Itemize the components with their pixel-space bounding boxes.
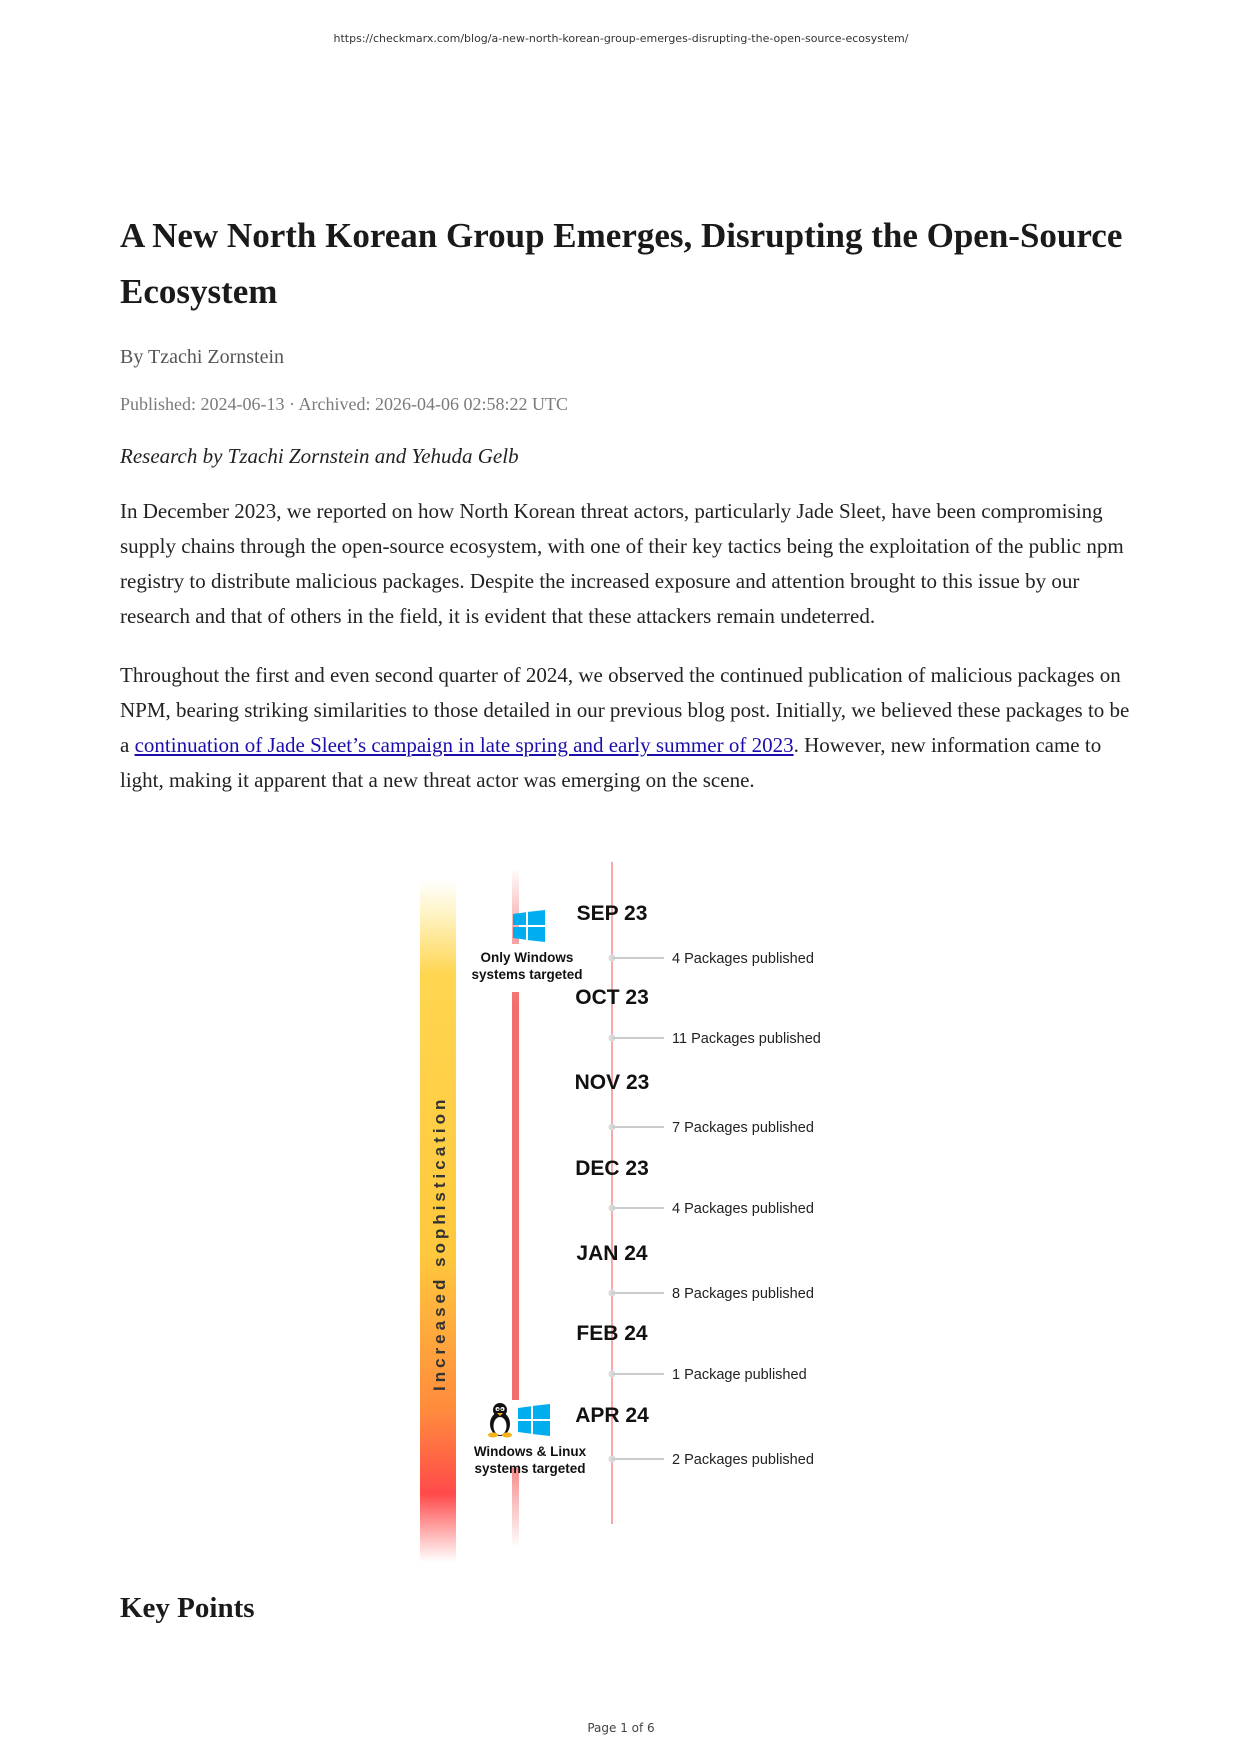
note-windows-only: systems targeted: [471, 967, 583, 982]
article: [120, 208, 1130, 798]
timeline-month-label: SEP 23: [576, 902, 648, 925]
timeline-packages-label: 7 Packages published: [672, 1120, 814, 1136]
paragraph-intro: In December 2023, we reported on how North Korean threat actors, particularly Jade Sleet, have been compromising supply chains through the open-source ecosystem, with one of their key tactics being the exploitation of the public npm registry to distribute malicious packages. Despite the increased exposure and attention brought to this issue by our research and that of others in the field, it is evident that these attackers remain undeterred.: [120, 499, 1124, 628]
jade-sleet-campaign-link[interactable]: continuation of Jade Sleet’s campaign in late spring and early summer of 2023: [134, 733, 794, 757]
paragraph-text: Throughout the first and even second quarter of 2024, we observed the continued publication of malicious packages on NPM, bearing striking similarities to those detailed in our previous blog post. Initially, we believed these packages to be a: [120, 663, 1130, 757]
timeline-svg: [420, 862, 840, 1562]
timeline-month-label: APR 24: [575, 1404, 649, 1427]
article-title: A New North Korean Group Emerges, Disrupting the Open-Source Ecosystem: [120, 216, 1123, 311]
timeline-month-label: DEC 23: [575, 1157, 649, 1180]
timeline-packages-label: 8 Packages published: [672, 1286, 814, 1302]
timeline-figure: [420, 862, 840, 1562]
windows-icon: [518, 1404, 550, 1436]
note-windows-linux: Windows & Linux: [473, 1444, 587, 1459]
page-url-header: https://checkmarx.com/blog/a-new-north-korean-group-emerges-disrupting-the-open-source-ecosystem/: [333, 32, 909, 45]
article-dates: Published: 2024-06-13 · Archived: 2026-04-06 02:58:22 UTC: [120, 394, 568, 414]
paragraph-text: . However, new information came to light, making it apparent that a new threat actor was emerging on the scene.: [120, 733, 1102, 792]
timeline-month-label: JAN 24: [576, 1242, 648, 1265]
timeline-month-label: NOV 23: [574, 1071, 650, 1094]
linux-tux-icon: [488, 1403, 512, 1438]
timeline-packages-label: 4 Packages published: [672, 1201, 814, 1217]
research-credit: Research by Tzachi Zornstein and Yehuda Gelb: [120, 444, 519, 468]
note-windows-only: Only Windows: [480, 950, 574, 965]
paragraph-observation: [120, 658, 1130, 798]
timeline-packages-label: 1 Package published: [672, 1367, 807, 1383]
timeline-month-label: OCT 23: [575, 986, 649, 1009]
key-points-heading: Key Points: [120, 1592, 255, 1624]
article-byline: By Tzachi Zornstein: [120, 346, 285, 368]
timeline-month-label: FEB 24: [576, 1322, 648, 1345]
page-number: Page 1 of 6: [587, 1721, 655, 1735]
timeline-packages-label: 2 Packages published: [672, 1452, 814, 1468]
timeline-packages-label: 4 Packages published: [672, 951, 814, 967]
note-windows-linux: systems targeted: [474, 1461, 586, 1476]
timeline-packages-label: 11 Packages published: [672, 1031, 821, 1047]
sophistication-label: Increased sophistication: [430, 1095, 449, 1391]
